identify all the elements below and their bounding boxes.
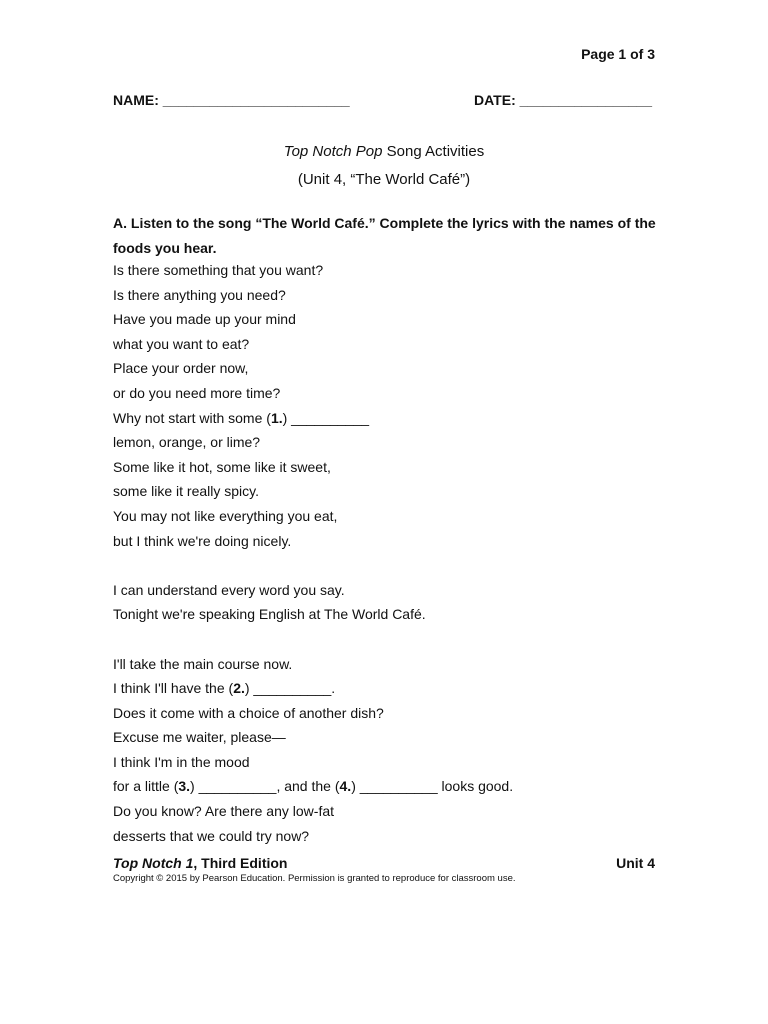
lyric-line bbox=[113, 602, 658, 627]
lyric-line bbox=[113, 430, 658, 455]
page-subtitle: (Unit 4, “The World Café”) bbox=[297, 171, 471, 188]
book-edition: , Third Edition bbox=[193, 855, 288, 871]
lyric-line bbox=[113, 725, 658, 750]
name-field bbox=[113, 92, 350, 108]
date-label: DATE: bbox=[474, 92, 516, 108]
lyrics-block bbox=[113, 258, 658, 848]
lyric-text: I think I'll have the ( bbox=[113, 680, 234, 697]
lyric-text: or do you need more time? bbox=[113, 384, 281, 401]
blank-number: 4. bbox=[339, 778, 352, 795]
lyric-text: ) __________, and the ( bbox=[190, 778, 340, 795]
lyric-line bbox=[113, 258, 658, 283]
lyric-text: Why not start with some ( bbox=[113, 409, 271, 426]
lyric-line bbox=[113, 824, 658, 849]
title-rest: Song Activities bbox=[382, 143, 485, 160]
lyric-text: Have you made up your mind bbox=[113, 311, 296, 328]
lyric-line bbox=[113, 283, 658, 308]
date-blank: _________________ bbox=[519, 92, 652, 108]
lyric-line bbox=[113, 529, 658, 554]
lyric-text: lemon, orange, or lime? bbox=[113, 434, 261, 451]
title-italic: Top Notch Pop bbox=[283, 143, 383, 160]
lyric-line bbox=[113, 799, 658, 824]
lyric-text: desserts that we could try now? bbox=[113, 827, 310, 844]
lyric-text: what you want to eat? bbox=[113, 335, 250, 352]
lyric-text: ) __________ looks good. bbox=[351, 778, 514, 795]
lyric-text: ) __________. bbox=[244, 680, 336, 697]
lyric-line bbox=[113, 774, 658, 799]
lyric-line bbox=[113, 504, 658, 529]
name-blank: ________________________ bbox=[162, 92, 350, 108]
lyric-text: but I think we're doing nicely. bbox=[113, 532, 292, 549]
lyric-line bbox=[113, 356, 658, 381]
lyric-text: Place your order now, bbox=[113, 360, 249, 377]
lyric-line bbox=[113, 676, 658, 701]
lyric-text: some like it really spicy. bbox=[113, 483, 260, 500]
copyright-notice: Copyright © 2015 by Pearson Education. Permission is granted to reproduce for classroom use. bbox=[113, 873, 516, 884]
lyric-line bbox=[113, 652, 658, 677]
lyric-text: Is there anything you need? bbox=[113, 286, 286, 303]
book-title: Top Notch 1 bbox=[113, 855, 194, 871]
date-field bbox=[474, 92, 652, 108]
blank-number: 1. bbox=[270, 409, 283, 426]
lyric-line bbox=[113, 701, 658, 726]
lyric-line bbox=[113, 479, 658, 504]
lyric-line bbox=[113, 553, 658, 578]
lyric-line bbox=[113, 332, 658, 357]
footer bbox=[113, 855, 655, 871]
lyric-line bbox=[113, 627, 658, 652]
lyric-text: I think I'm in the mood bbox=[113, 753, 250, 770]
page-number: Page 1 of 3 bbox=[581, 46, 655, 62]
lyric-text: I'll take the main course now. bbox=[113, 655, 293, 672]
lyric-text: for a little ( bbox=[113, 778, 179, 795]
lyric-line bbox=[113, 307, 658, 332]
name-label: NAME: bbox=[113, 92, 159, 108]
lyric-line bbox=[113, 578, 658, 603]
lyric-text: Tonight we're speaking English at The World Café. bbox=[113, 606, 426, 623]
lyric-text: You may not like everything you eat, bbox=[113, 507, 338, 524]
lyric-text: I can understand every word you say. bbox=[113, 581, 345, 598]
lyric-text: Is there something that you want? bbox=[113, 262, 324, 278]
lyric-text: Some like it hot, some like it sweet, bbox=[113, 458, 331, 475]
lyric-text: Do you know? Are there any low-fat bbox=[113, 803, 335, 820]
lyric-line bbox=[113, 406, 658, 431]
blank-number: 2. bbox=[233, 680, 245, 697]
lyric-text: Does it come with a choice of another dish? bbox=[113, 704, 384, 721]
blank-number: 3. bbox=[178, 778, 191, 795]
lyric-text: ) __________ bbox=[282, 409, 370, 426]
section-a-instructions: A. Listen to the song “The World Café.” Complete the lyrics with the names of the foods you hear. bbox=[113, 215, 656, 256]
lyric-line bbox=[113, 381, 658, 406]
lyric-line bbox=[113, 750, 658, 775]
lyric-text: Excuse me waiter, please— bbox=[113, 729, 286, 746]
footer-unit: Unit 4 bbox=[616, 855, 655, 871]
lyric-line bbox=[113, 455, 658, 480]
page-title bbox=[0, 143, 768, 160]
